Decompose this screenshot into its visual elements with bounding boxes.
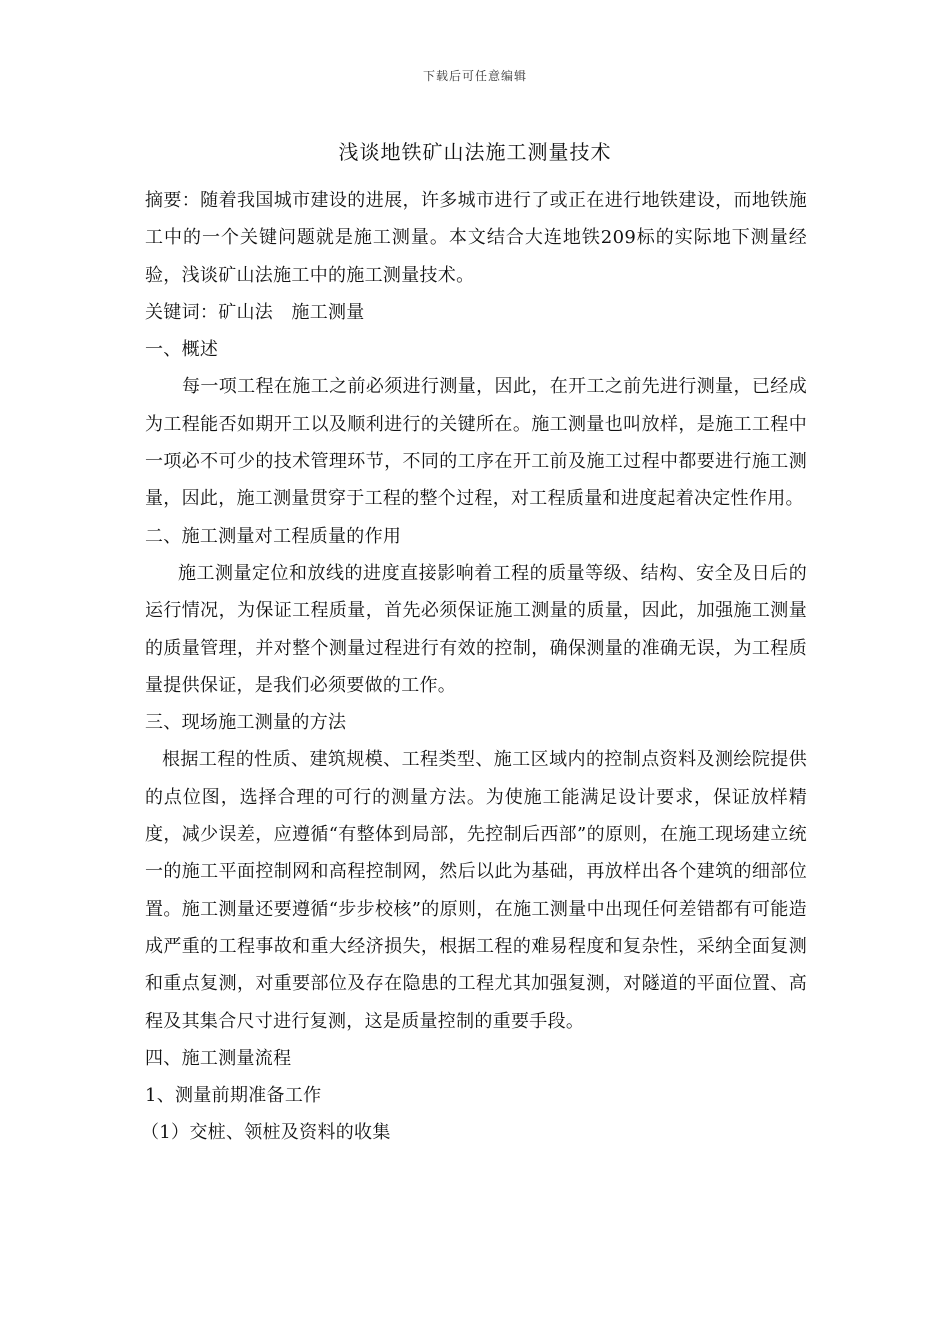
section-paragraph-overview: 每一项工程在施工之前必须进行测量，因此，在开工之前先进行测量，已经成为工程能否如期开工以及顺利进行的关键所在。施工测量也叫放样，是施工工程中一项必不可少的技术管理环节，不同的工序在开工前及施工过程中都要进行施工测量，因此，施工测量贯穿于工程的整个过程，对工程质量和进度起着决定性作用。 (145, 376, 807, 510)
section-heading-process: 四、施工测量流程 (145, 1047, 292, 1069)
section-paragraph-field-methods: 根据工程的性质、建筑规模、工程类型、施工区域内的控制点资料及测绘院提供的点位图，选择合理的可行的测量方法。为使施工能满足设计要求，保证放样精度，减少误差，应遵循“有整体到局部，先控制后西部”的原则，在施工现场建立统一的施工平面控制网和高程控制网，然后以此为基础，再放样出各个建筑的细部位置。施工测量还要遵循“步步校核”的原则，在施工测量中出现任何差错都有可能造成严重的工程事故和重大经济损失，根据工程的难易程度和复杂性，采纳全面复测和重点复测，对重要部位及存在隐患的工程尤其加强复测，对隧道的平面位置、高程及其集合尺寸进行复测，这是质量控制的重要手段。 (145, 749, 807, 1032)
keywords-line: 关键词：矿山法 施工测量 (145, 301, 365, 323)
list-item-stake-handover: （1）交桩、领桩及资料的收集 (141, 1122, 391, 1144)
document-title: 浅谈地铁矿山法施工测量技术 (338, 140, 612, 164)
section-paragraph-quality-role: 施工测量定位和放线的进度直接影响着工程的质量等级、结构、安全及日后的运行情况，为保证工程质量，首先必须保证施工测量的质量，因此，加强施工测量的质量管理，并对整个测量过程进行有效的控制，确保测量的准确无误，为工程质量提供保证，是我们必须要做的工作。 (145, 562, 807, 696)
abstract-paragraph: 摘要：随着我国城市建设的进展，许多城市进行了或正在进行地铁建设，而地铁施工中的一个关键问题就是施工测量。本文结合大连地铁209标的实际地下测量经验，浅谈矿山法施工中的施工测量技术。 (145, 190, 807, 286)
document-body (141, 182, 807, 1152)
section-heading-overview: 一、概述 (145, 339, 219, 361)
section-heading-field-methods: 三、现场施工测量的方法 (145, 712, 347, 734)
section-heading-quality-role: 二、施工测量对工程质量的作用 (145, 525, 402, 547)
subsection-heading-preparation: 1、测量前期准备工作 (145, 1085, 322, 1107)
header-note: 下载后可任意编辑 (422, 69, 527, 83)
